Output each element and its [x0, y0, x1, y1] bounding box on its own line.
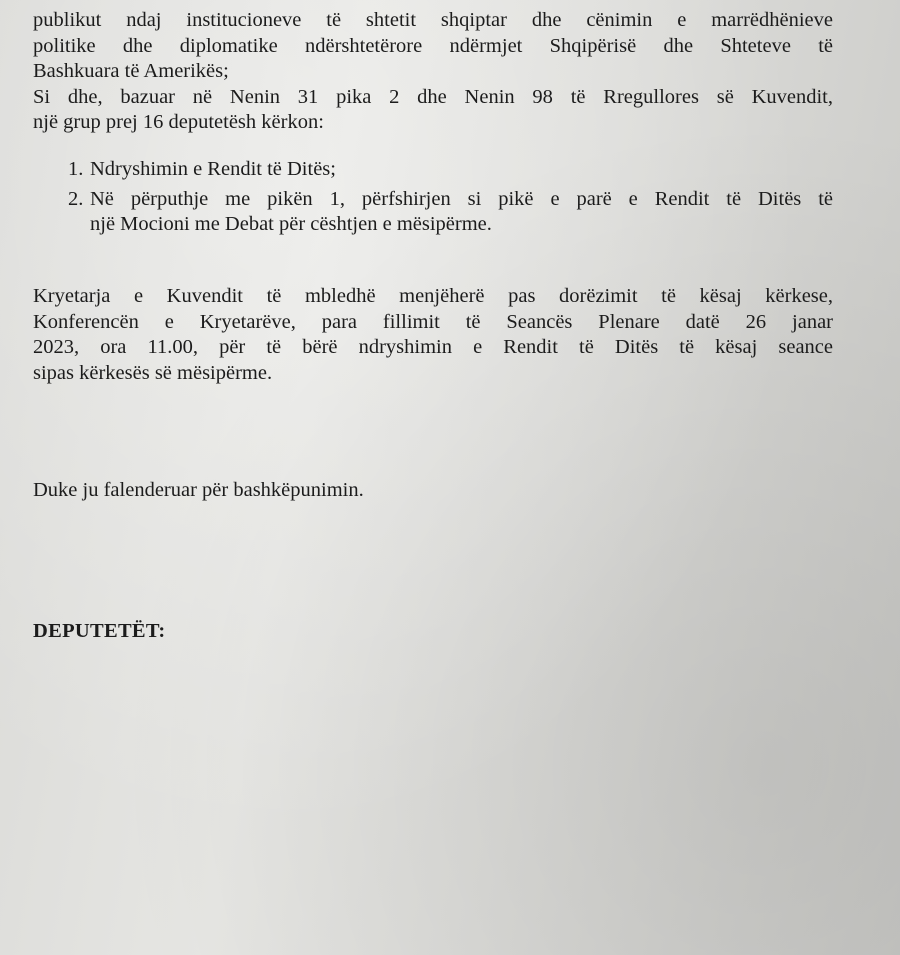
intro-line: politike dhe diplomatike ndërshtetërore ndërmjet Shqipërisë dhe Shteteve të — [33, 34, 833, 57]
request-item — [68, 187, 833, 238]
request-text: një Mocioni me Debat për cështjen e mësipërme. — [90, 213, 492, 235]
conference-paragraph — [33, 284, 833, 386]
intro-paragraph — [33, 8, 833, 136]
request-number: 1. — [68, 158, 84, 180]
request-item — [68, 157, 833, 183]
intro-line: Si dhe, bazuar në Nenin 31 pika 2 dhe Nenin 98 të Rregullores së Kuvendit, — [33, 85, 833, 108]
conference-line: Konferencën e Kryetarëve, para fillimit të Seancës Plenare datë 26 janar — [33, 310, 833, 333]
request-list — [68, 157, 833, 242]
signers-heading: DEPUTETËT: — [33, 620, 166, 642]
intro-line: publikut ndaj institucioneve të shtetit shqiptar dhe cënimin e marrëdhënieve — [33, 9, 833, 31]
conference-line: 2023, ora 11.00, për të bërë ndryshimin e Rendit të Ditës të kësaj seance — [33, 336, 833, 358]
intro-line: Bashkuara të Amerikës; — [33, 60, 229, 82]
request-number: 2. — [68, 187, 84, 210]
thanks-line: Duke ju falenderuar për bashkëpunimin. — [33, 479, 364, 501]
intro-line: një grup prej 16 deputetësh kërkon: — [33, 111, 324, 133]
conference-line: sipas kërkesës së mësipërme. — [33, 361, 273, 384]
request-text: Në përputhje me pikën 1, përfshirjen si pikë e parë e Rendit të Ditës të — [90, 187, 833, 210]
conference-line: Kryetarja e Kuvendit të mbledhë menjëherë pas dorëzimit të kësaj kërkese, — [33, 285, 833, 307]
request-text: Ndryshimin e Rendit të Ditës; — [90, 158, 336, 180]
